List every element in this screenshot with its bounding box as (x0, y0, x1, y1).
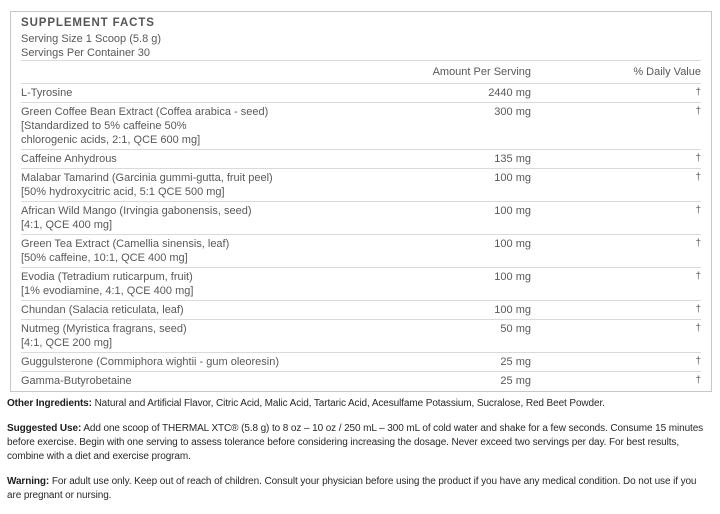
ingredient-row (21, 234, 701, 267)
facts-header-row (21, 60, 701, 83)
ingredient-detail: chlorogenic acids, 2:1, QCE 600 mg] (21, 134, 201, 146)
amount-per-serving-header: Amount Per Serving (432, 66, 531, 78)
ingredient-daily-value: † (695, 271, 701, 282)
ingredient-row (21, 300, 701, 319)
ingredient-daily-value: † (695, 375, 701, 386)
ingredient-name-cell (21, 152, 411, 166)
ingredient-amount: 25 mg (500, 356, 531, 368)
ingredient-daily-value: † (695, 205, 701, 216)
ingredient-name-cell (21, 237, 411, 265)
ingredient-row (21, 352, 701, 371)
other-ingredients (7, 397, 713, 411)
ingredient-daily-value: † (695, 106, 701, 117)
ingredient-amount: 135 mg (494, 153, 531, 165)
ingredient-amount: 100 mg (494, 205, 531, 217)
ingredient-name: African Wild Mango (Irvingia gabonensis, seed) (21, 205, 252, 217)
ingredient-amount: 100 mg (494, 172, 531, 184)
suggested-use-text: Add one scoop of THERMAL XTC® (5.8 g) to 8 oz – 10 oz / 250 mL – 300 mL of cold water and shake for a few seconds. Consume 15 minutes before exercise. Begin with one serving to assess tolerance before considering increasing the dosage. Never exceed two servings per day. For best results, combine with a diet and exercise program. (7, 423, 704, 462)
ingredient-row (21, 168, 701, 201)
serving-info (21, 32, 701, 60)
ingredient-name: Guggulsterone (Commiphora wightii - gum oleoresin) (21, 356, 280, 368)
ingredient-daily-value: † (695, 304, 701, 315)
ingredient-row (21, 149, 701, 168)
ingredient-name: Malabar Tamarind (Garcinia gummi-gutta, fruit peel) (21, 172, 273, 184)
ingredient-name: L-Tyrosine (21, 87, 73, 99)
panel-title: SUPPLEMENT FACTS (21, 17, 155, 29)
suggested-use (7, 422, 713, 464)
ingredient-amount: 2440 mg (488, 87, 531, 99)
ingredient-daily-value: † (695, 323, 701, 334)
ingredient-name: Evodia (Tetradium ruticarpum, fruit) (21, 271, 193, 283)
ingredient-detail: [50% caffeine, 10:1, QCE 400 mg] (21, 252, 188, 264)
ingredient-name-cell (21, 374, 411, 388)
ingredient-amount: 100 mg (494, 238, 531, 250)
supplement-facts-panel (10, 11, 712, 392)
ingredient-name: Caffeine Anhydrous (21, 153, 117, 165)
ingredient-name: Green Coffee Bean Extract (Coffea arabica - seed) (21, 106, 269, 118)
ingredient-detail: [50% hydroxycitric acid, 5:1 QCE 500 mg] (21, 186, 225, 198)
ingredient-name: Green Tea Extract (Camellia sinensis, leaf) (21, 238, 230, 250)
ingredient-row (21, 267, 701, 300)
ingredient-name-cell (21, 204, 411, 232)
ingredient-daily-value: † (695, 356, 701, 367)
facts-table (21, 60, 701, 390)
ingredient-row (21, 319, 701, 352)
warning-label: Warning: (7, 476, 50, 487)
servings-per-container: Servings Per Container 30 (21, 47, 151, 59)
warning-text: For adult use only. Keep out of reach of children. Consult your physician before using the product if you have any medical condition. Do not use if you are pregnant or nursing. (7, 476, 697, 501)
serving-size: Serving Size 1 Scoop (5.8 g) (21, 33, 162, 45)
ingredient-name-cell (21, 303, 411, 317)
other-ingredients-text: Natural and Artificial Flavor, Citric Acid, Malic Acid, Tartaric Acid, Acesulfame Potassium, Sucralose, Red Beet Powder. (94, 398, 605, 409)
label-footer (7, 397, 713, 514)
ingredient-daily-value: † (695, 87, 701, 98)
ingredient-daily-value: † (695, 172, 701, 183)
ingredient-row (21, 371, 701, 390)
ingredient-amount: 50 mg (500, 323, 531, 335)
ingredient-detail: [4:1, QCE 400 mg] (21, 219, 113, 231)
facts-rows (21, 83, 701, 390)
ingredient-row (21, 201, 701, 234)
ingredient-amount: 100 mg (494, 304, 531, 316)
ingredient-name: Gamma-Butyrobetaine (21, 375, 132, 387)
ingredient-detail: [1% evodiamine, 4:1, QCE 400 mg] (21, 285, 194, 297)
ingredient-daily-value: † (695, 238, 701, 249)
daily-value-header: % Daily Value (633, 66, 701, 78)
ingredient-name-cell (21, 171, 411, 199)
ingredient-name-cell (21, 270, 411, 298)
suggested-use-label: Suggested Use: (7, 423, 82, 434)
ingredient-name-cell (21, 86, 411, 100)
ingredient-name-cell (21, 355, 411, 369)
ingredient-detail: [Standardized to 5% caffeine 50% (21, 120, 187, 132)
ingredient-name: Chundan (Salacia reticulata, leaf) (21, 304, 184, 316)
ingredient-row (21, 102, 701, 149)
ingredient-name-cell (21, 322, 411, 350)
ingredient-row (21, 83, 701, 102)
warning (7, 475, 713, 503)
ingredient-amount: 300 mg (494, 106, 531, 118)
ingredient-name: Nutmeg (Myristica fragrans, seed) (21, 323, 187, 335)
ingredient-detail: [4:1, QCE 200 mg] (21, 337, 113, 349)
ingredient-amount: 100 mg (494, 271, 531, 283)
ingredient-amount: 25 mg (500, 375, 531, 387)
ingredient-daily-value: † (695, 153, 701, 164)
other-ingredients-label: Other Ingredients: (7, 398, 92, 409)
ingredient-name-cell (21, 105, 411, 147)
